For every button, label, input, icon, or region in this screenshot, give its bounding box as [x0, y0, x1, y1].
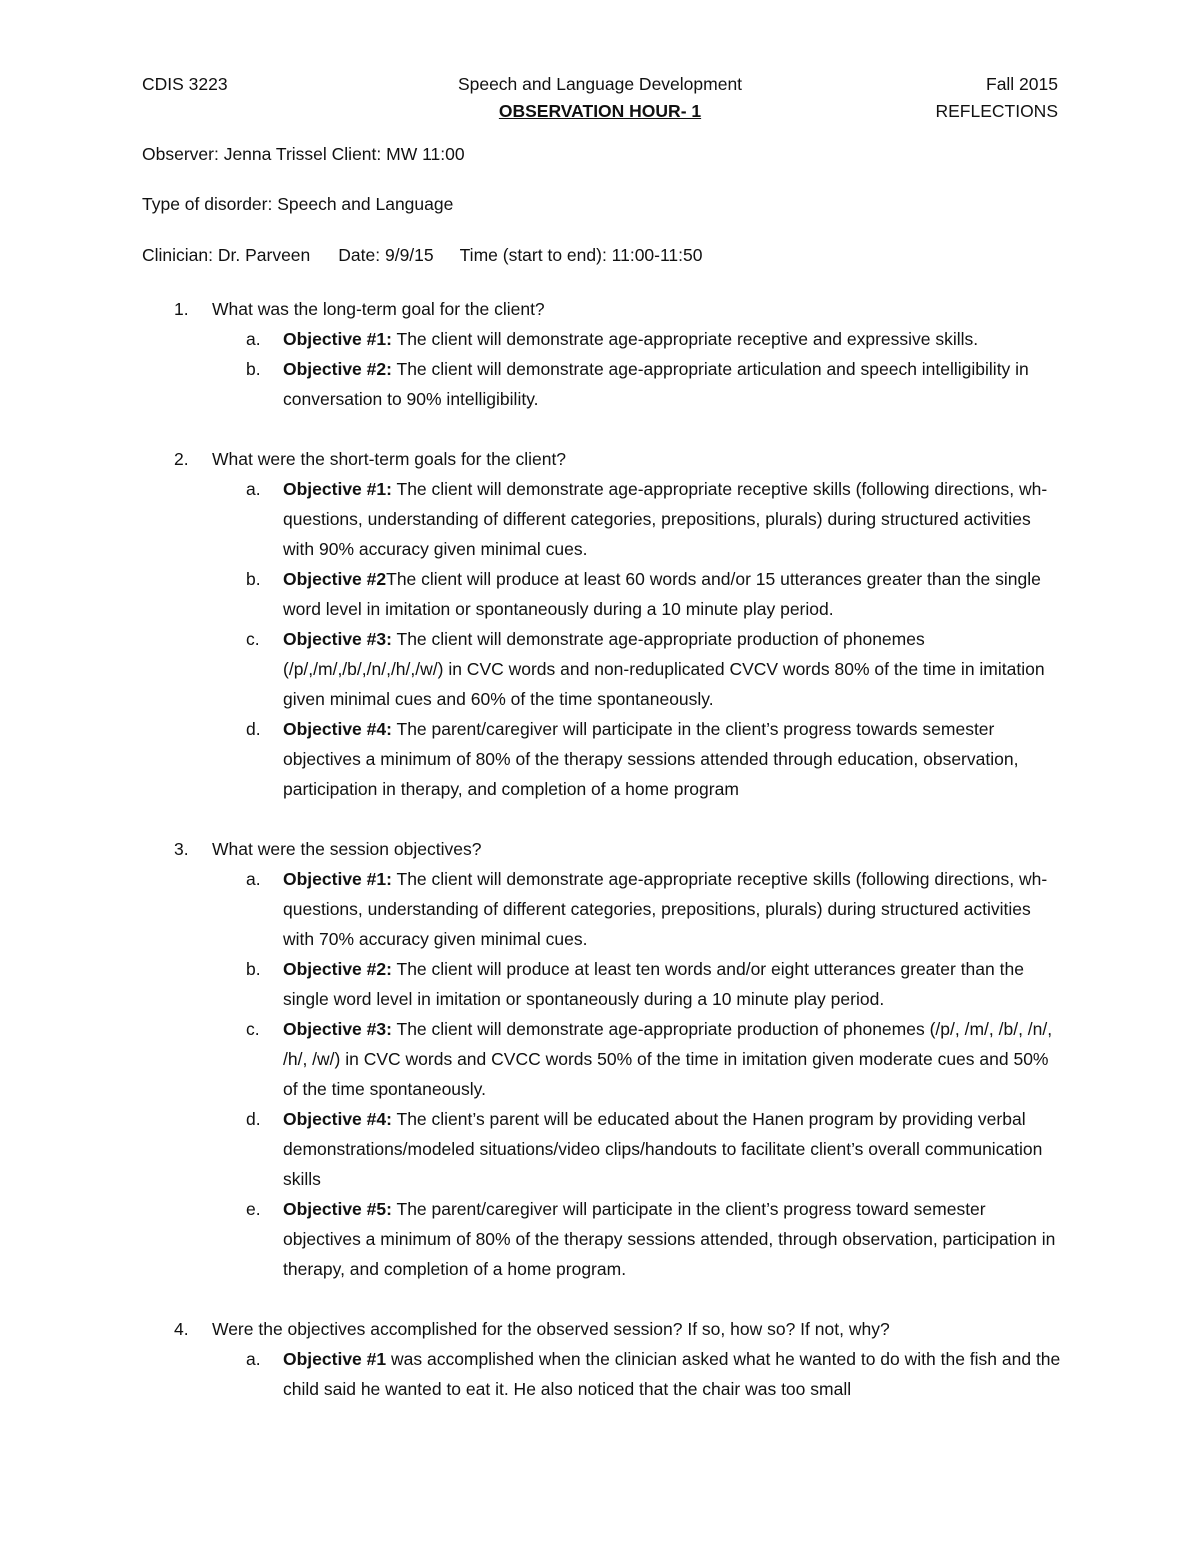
- objective-letter: a.: [246, 1349, 261, 1369]
- document-type: REFLECTIONS: [935, 101, 1058, 121]
- objective-text: The client’s parent will be educated about the Hanen program by providing verbal demonstrations/modeled situations/video clips/handouts to facilitate client’s overall communication skills: [283, 1109, 1043, 1189]
- question-text: [142, 1314, 1062, 1344]
- clinician: Clinician: Dr. Parveen: [142, 245, 311, 265]
- objective-title: Objective #3:: [283, 1019, 392, 1039]
- objective-item: [142, 474, 1062, 564]
- objective-title: Objective #2:: [283, 959, 392, 979]
- objective-item: [142, 1014, 1062, 1104]
- question-text: [142, 444, 1062, 474]
- objective-title: Objective #1:: [283, 329, 392, 349]
- objective-title: Objective #1:: [283, 479, 392, 499]
- question-number: 4.: [174, 1319, 189, 1339]
- objective-item: [142, 954, 1062, 1014]
- question-number: 1.: [174, 299, 189, 319]
- objective-item: [142, 354, 1062, 414]
- session-date: Date: 9/9/15: [338, 245, 434, 265]
- question-3: [142, 834, 1062, 1284]
- objective-letter: b.: [246, 959, 261, 979]
- question-label: What were the short-term goals for the client?: [212, 449, 567, 469]
- objective-letter: b.: [246, 359, 261, 379]
- question-number: 2.: [174, 449, 189, 469]
- course-code: CDIS 3223: [142, 74, 228, 94]
- objective-item: [142, 324, 1062, 354]
- document-title: OBSERVATION HOUR- 1: [498, 101, 702, 121]
- objective-list: [142, 1344, 1062, 1404]
- objective-title: Objective #5:: [283, 1199, 392, 1219]
- objective-list: [142, 474, 1062, 804]
- question-text: [142, 294, 1062, 324]
- objective-text: The client will demonstrate age-appropriate receptive skills (following directions, wh-questions, understanding of different categories, prepositions, plurals) during structured activities with 70% accuracy given minimal cues.: [283, 869, 1048, 949]
- question-text: [142, 834, 1062, 864]
- objective-item: [142, 1344, 1062, 1404]
- question-list: [142, 294, 1062, 1434]
- objective-title: Objective #1:: [283, 869, 392, 889]
- objective-letter: e.: [246, 1199, 261, 1219]
- clinician-line: [142, 245, 703, 266]
- objective-letter: d.: [246, 1109, 261, 1129]
- question-1: [142, 294, 1062, 414]
- objective-title: Objective #1: [283, 1349, 387, 1369]
- objective-item: [142, 624, 1062, 714]
- objective-title: Objective #2: [283, 569, 387, 589]
- objective-item: [142, 714, 1062, 804]
- objective-title: Objective #3:: [283, 629, 392, 649]
- term: Fall 2015: [986, 74, 1058, 94]
- question-2: [142, 444, 1062, 804]
- objective-text: The client will demonstrate age-appropriate receptive skills (following directions, wh-questions, understanding of different categories, prepositions, plurals) during structured activities with 90% accuracy given minimal cues.: [283, 479, 1048, 559]
- objective-text: was accomplished when the clinician asked what he wanted to do with the fish and the child said he wanted to eat it. He also noticed that the chair was too small: [283, 1349, 1061, 1399]
- session-time: Time (start to end): 11:00-11:50: [459, 245, 703, 265]
- observer-line: Observer: Jenna Trissel Client: MW 11:00: [142, 144, 465, 164]
- objective-text: The client will produce at least 60 words and/or 15 utterances greater than the single word level in imitation or spontaneously during a 10 minute play period.: [283, 569, 1041, 619]
- objective-text: The client will demonstrate age-appropriate articulation and speech intelligibility in conversation to 90% intelligibility.: [283, 359, 1029, 409]
- objective-letter: b.: [246, 569, 261, 589]
- objective-text: The client will demonstrate age-appropriate receptive and expressive skills.: [391, 329, 979, 349]
- objective-letter: d.: [246, 719, 261, 739]
- question-number: 3.: [174, 839, 189, 859]
- objective-text: The client will demonstrate age-appropriate production of phonemes (/p/,/m/,/b/,/n/,/h/,/w/) in CVC words and non-reduplicated CVCV words 80% of the time in imitation given minimal cues and 60% of the time spontaneously.: [283, 629, 1045, 709]
- header-row-2: [142, 101, 1058, 125]
- objective-letter: c.: [246, 629, 260, 649]
- objective-title: Objective #4:: [283, 719, 392, 739]
- header-row-1: [142, 74, 1058, 98]
- course-title: Speech and Language Development: [457, 74, 743, 94]
- objective-title: Objective #4:: [283, 1109, 392, 1129]
- objective-title: Objective #2:: [283, 359, 392, 379]
- objective-list: [142, 864, 1062, 1284]
- objective-letter: c.: [246, 1019, 260, 1039]
- question-4: [142, 1314, 1062, 1404]
- question-label: Were the objectives accomplished for the observed session? If so, how so? If not, why?: [212, 1319, 890, 1339]
- objective-text: The client will produce at least ten words and/or eight utterances greater than the single word level in imitation or spontaneously during a 10 minute play period.: [283, 959, 1024, 1009]
- question-label: What was the long-term goal for the client?: [212, 299, 545, 319]
- objective-item: [142, 564, 1062, 624]
- question-label: What were the session objectives?: [212, 839, 482, 859]
- objective-text: The parent/caregiver will participate in the client’s progress towards semester objectives a minimum of 80% of the therapy sessions attended through education, observation, participation in therapy, and completion of a home program: [283, 719, 1019, 799]
- objective-item: [142, 1194, 1062, 1284]
- objective-letter: a.: [246, 329, 261, 349]
- objective-letter: a.: [246, 479, 261, 499]
- objective-text: The parent/caregiver will participate in the client’s progress toward semester objectives a minimum of 80% of the therapy sessions attended, through observation, participation in therapy, and completion of a home program.: [283, 1199, 1056, 1279]
- objective-list: [142, 324, 1062, 414]
- objective-item: [142, 864, 1062, 954]
- objective-text: The client will demonstrate age-appropriate production of phonemes (/p/, /m/, /b/, /n/, /h/, /w/) in CVC words and CVCC words 50% of the time in imitation given moderate cues and 50% of the time spontaneously.: [283, 1019, 1053, 1099]
- disorder-line: Type of disorder: Speech and Language: [142, 194, 454, 214]
- objective-letter: a.: [246, 869, 261, 889]
- objective-item: [142, 1104, 1062, 1194]
